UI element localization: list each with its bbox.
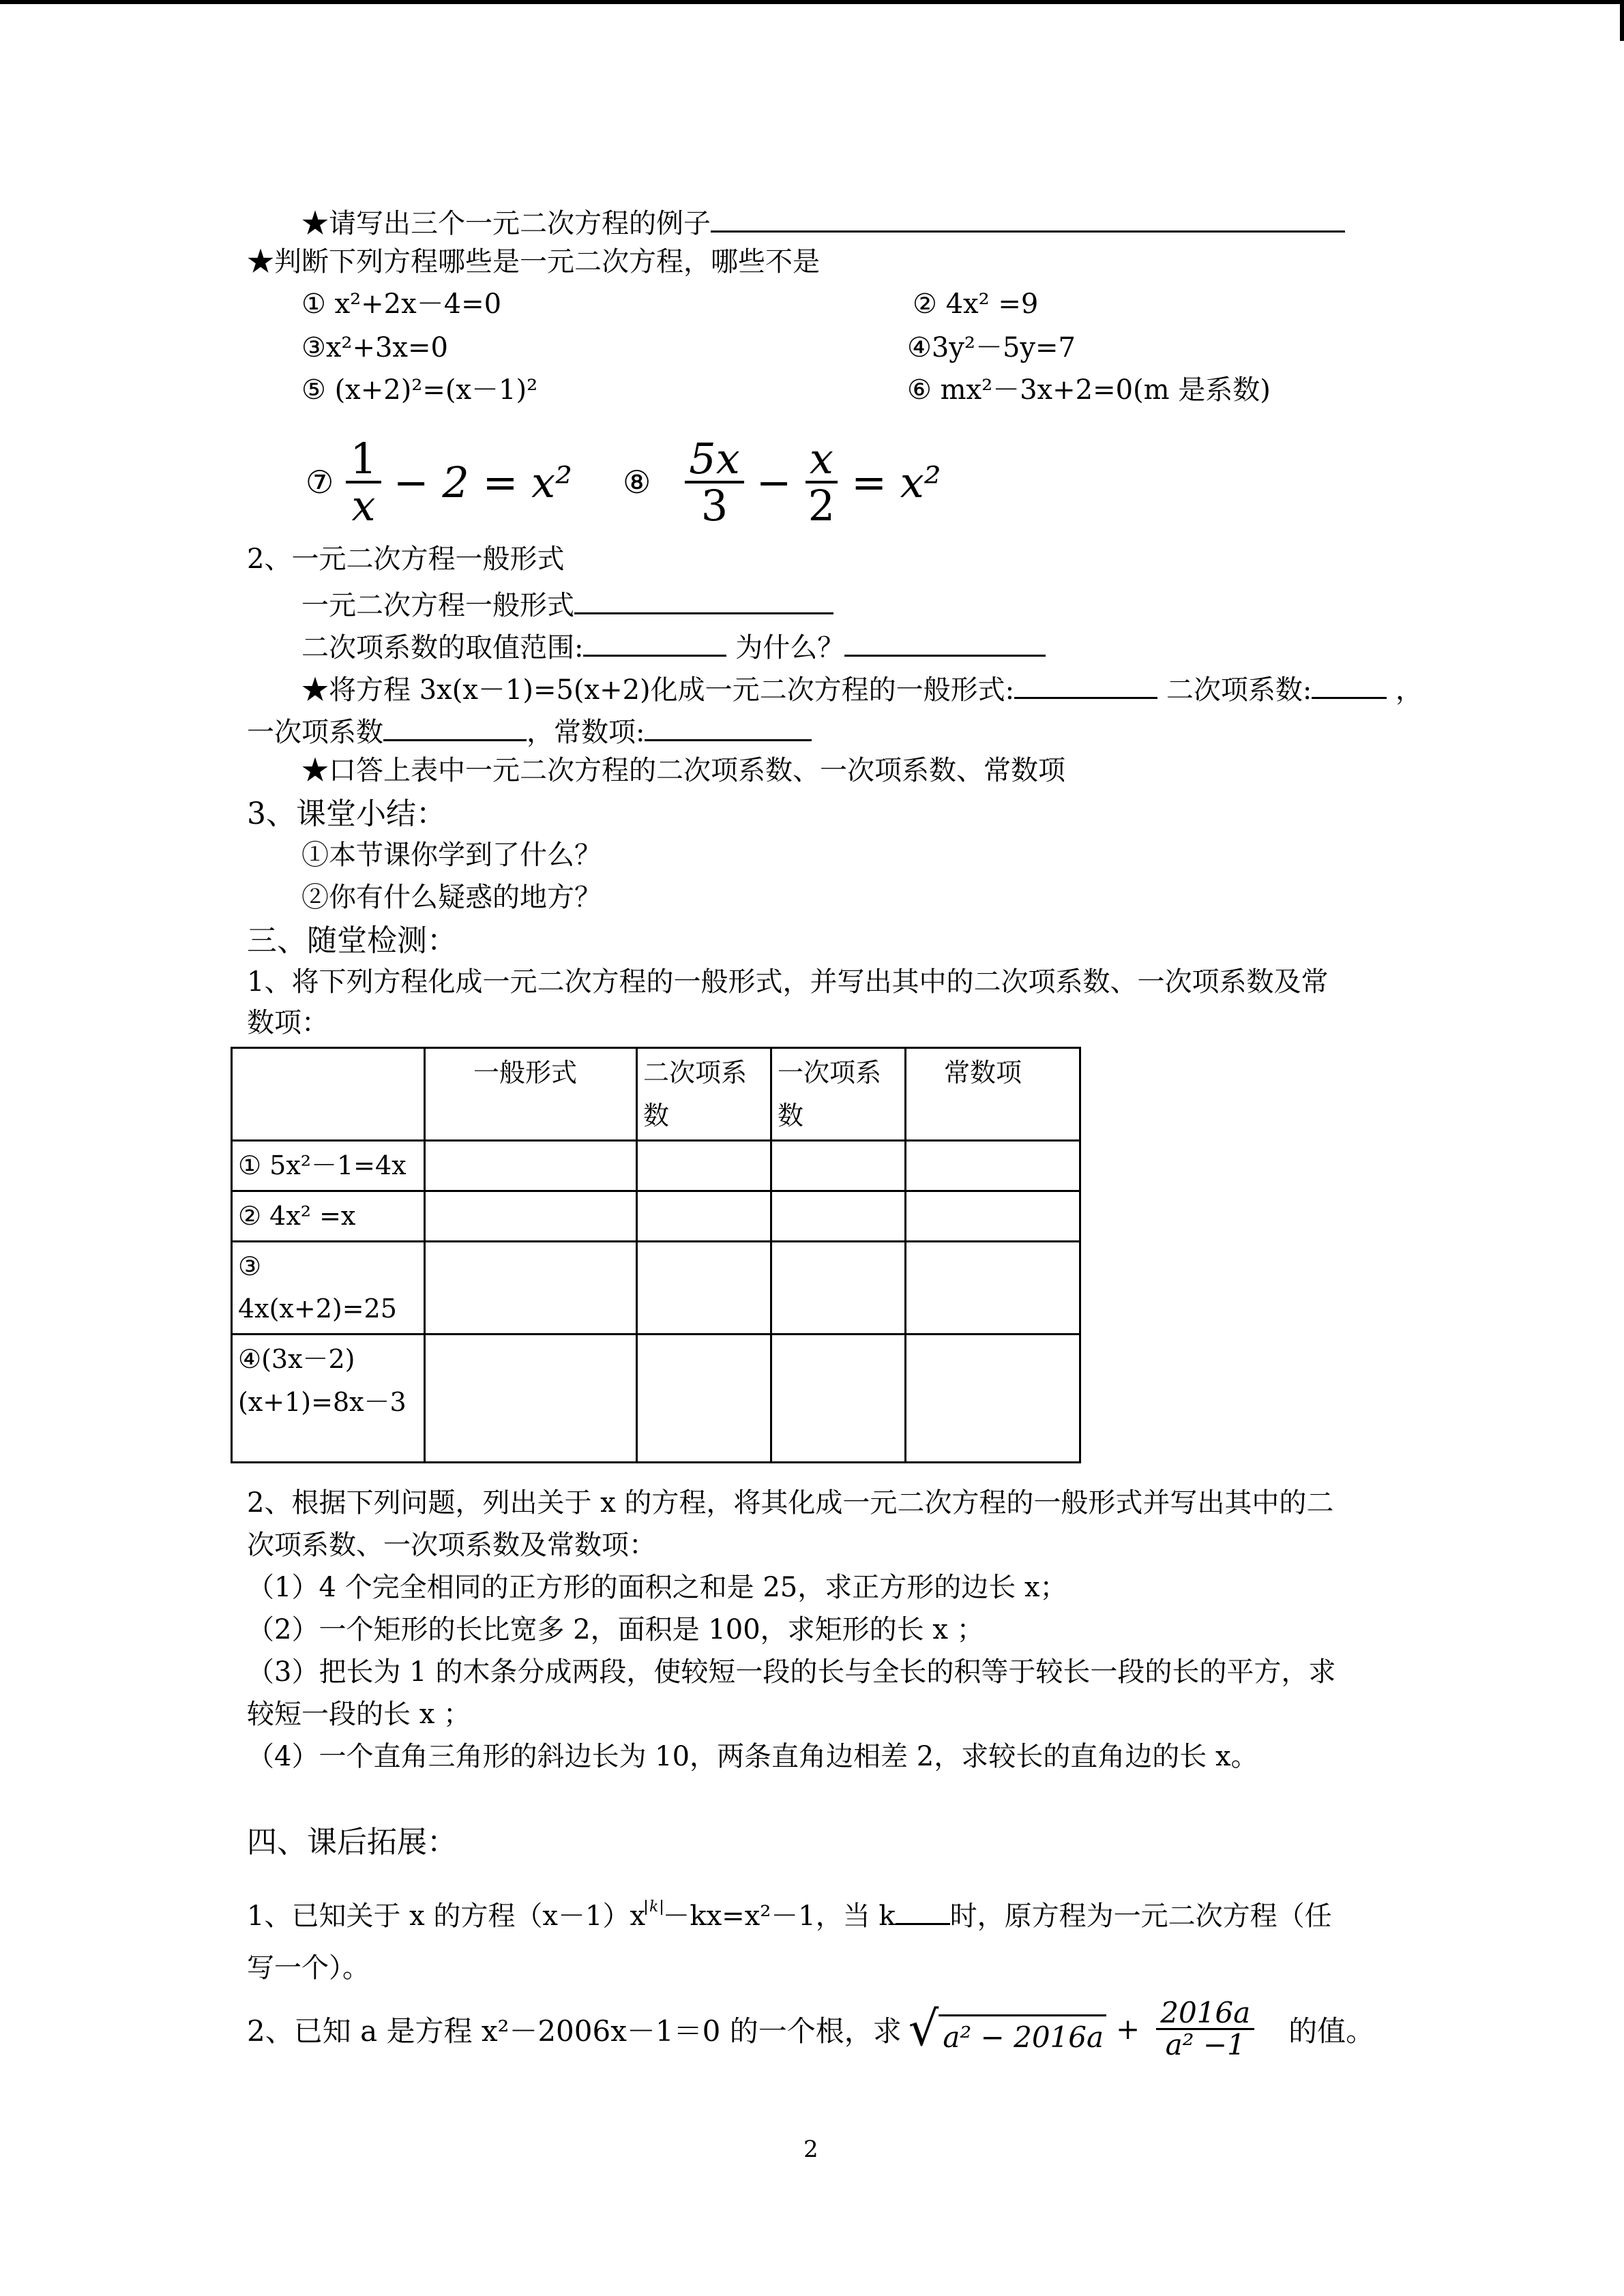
- equation-7: [300, 434, 578, 531]
- table-row: [232, 1141, 1080, 1191]
- radical-sign-icon: √: [908, 2000, 939, 2057]
- table-header-cell: 常数项: [906, 1048, 1080, 1141]
- linear-coef-blank[interactable]: [383, 712, 527, 741]
- equation-8-fraction-1: [685, 434, 743, 531]
- table-cell[interactable]: [637, 1141, 771, 1191]
- extension-p2-part-b: 的值。: [1288, 2014, 1375, 2048]
- fraction-denominator: x: [351, 481, 376, 531]
- comma: ，: [1396, 674, 1423, 706]
- const-label: ，常数项:: [527, 717, 645, 748]
- general-form-label: 一元二次方程一般形式: [301, 590, 574, 621]
- why-blank[interactable]: [844, 627, 1046, 657]
- equation-7-rest: − 2 = x²: [393, 457, 572, 507]
- extension-p1-part-c: 时，原方程为一元二次方程（任: [949, 1900, 1332, 1932]
- table-row: [232, 1191, 1080, 1242]
- problem-3-line2: 较短一段的长 x ；: [247, 1699, 471, 1730]
- fraction-denominator: 2: [808, 481, 836, 531]
- k-blank[interactable]: [896, 1896, 950, 1925]
- fraction-denominator: 3: [700, 481, 728, 531]
- extension-p2: [247, 1998, 1374, 2060]
- table-cell[interactable]: [637, 1191, 771, 1242]
- table-header-row: [232, 1048, 1080, 1141]
- convert-blank[interactable]: [1014, 670, 1157, 699]
- problem-1: （1）4 个完全相同的正方形的面积之和是 25，求正方形的边长 x；: [247, 1572, 1067, 1603]
- equation-6: ⑥ mx²－3x+2=0(m 是系数): [907, 374, 1271, 406]
- equation-2: ② 4x² =9: [913, 288, 1039, 320]
- table-row-equation: ④(3x－2)(x+1)=8x－3: [232, 1335, 425, 1463]
- write-examples-text: ★请写出三个一元二次方程的例子: [301, 208, 711, 239]
- table-cell[interactable]: [425, 1335, 637, 1463]
- extension-p2-part-a: 2、已知 a 是方程 x²－2006x－1＝0 的一个根，求: [247, 2014, 902, 2048]
- range-blank[interactable]: [583, 627, 726, 657]
- table-header-cell: 二次项系数: [637, 1048, 771, 1141]
- table-cell[interactable]: [906, 1191, 1080, 1242]
- equation-8-rest: = x²: [851, 457, 941, 507]
- check-p2-line1: 2、根据下列问题，列出关于 x 的方程，将其化成一元二次方程的一般形式并写出其中的二: [247, 1487, 1334, 1519]
- fraction-numerator: x: [806, 436, 838, 483]
- table-row-equation: ① 5x²－1=4x: [232, 1141, 425, 1191]
- table-header-cell: 一般形式: [425, 1048, 637, 1141]
- table-cell[interactable]: [425, 1141, 637, 1191]
- table-row-equation: ② 4x² =x: [232, 1191, 425, 1242]
- table-cell[interactable]: [425, 1241, 637, 1334]
- page-corner-border: [1620, 0, 1624, 41]
- section2-title: 2、一元二次方程一般形式: [247, 543, 565, 575]
- table-cell[interactable]: [906, 1141, 1080, 1191]
- extension-title: 四、课后拓展：: [247, 1825, 457, 1860]
- check-p2-line2: 次项系数、一次项系数及常数项：: [247, 1530, 656, 1561]
- quad-coef-label: 二次项系数:: [1166, 674, 1312, 706]
- fraction-numerator: 5x: [685, 436, 743, 483]
- general-form-blank[interactable]: [574, 585, 833, 614]
- fraction-numerator: 1: [346, 436, 381, 483]
- linear-coef-label: 一次项系数: [247, 717, 383, 748]
- extension-p1-part-b: －kx=x²－1，当 k: [662, 1900, 896, 1932]
- table-cell[interactable]: [771, 1335, 906, 1463]
- range-line: [301, 627, 1046, 664]
- problem-2: （2）一个矩形的长比宽多 2，面积是 100，求矩形的长 x ；: [247, 1614, 984, 1645]
- summary-question-2: ②你有什么疑惑的地方？: [301, 882, 602, 913]
- equation-8-fraction-2: [804, 434, 839, 531]
- why-label: 为什么？: [735, 632, 845, 664]
- judge-title: ★判断下列方程哪些是一元二次方程，哪些不是: [247, 246, 820, 278]
- page-number: 2: [803, 2136, 818, 2163]
- extension-p1-part-a: 1、已知关于 x 的方程（x－1）x: [247, 1900, 646, 1932]
- table-cell[interactable]: [425, 1191, 637, 1242]
- table-cell[interactable]: [771, 1191, 906, 1242]
- equation-3: ③x²+3x=0: [301, 332, 448, 363]
- minus-sign: −: [756, 457, 792, 507]
- answer-table: [231, 1047, 1081, 1463]
- square-root: [908, 2000, 1106, 2057]
- range-label: 二次项系数的取值范围:: [301, 632, 584, 664]
- equation-5: ⑤ (x+2)²=(x－1)²: [301, 374, 538, 406]
- table-cell[interactable]: [637, 1241, 771, 1334]
- absolute-value-exponent: k: [645, 1900, 662, 1915]
- table-row: [232, 1335, 1080, 1463]
- equation-8: [617, 434, 947, 531]
- table-row-equation: ③ 4x(x+2)=25: [232, 1241, 425, 1334]
- problem-4: （4）一个直角三角形的斜边长为 10，两条直角边相差 2，求较长的直角边的长 x。: [247, 1741, 1258, 1772]
- table-cell[interactable]: [771, 1141, 906, 1191]
- table-cell[interactable]: [906, 1241, 1080, 1334]
- quad-coef-blank[interactable]: [1312, 670, 1387, 699]
- radicand: a² − 2016a: [939, 2014, 1106, 2054]
- equation-7-mark: ⑦: [306, 464, 334, 501]
- coef-line: [247, 712, 812, 749]
- check-p1-line1: 1、将下列方程化成一元二次方程的一般形式，并写出其中的二次项系数、一次项系数及常: [247, 966, 1329, 998]
- check-title: 三、随堂检测：: [247, 923, 457, 958]
- problem-3-line1: （3）把长为 1 的木条分成两段，使较短一段的长与全长的积等于较长一段的长的平方，求: [247, 1656, 1336, 1688]
- equation-4: ④3y²－5y=7: [907, 332, 1076, 363]
- oral-answer-line: ★口答上表中一元二次方程的二次项系数、一次项系数、常数项: [301, 755, 1065, 786]
- fraction-numerator: 2016a: [1156, 1998, 1254, 2030]
- section3-title: 3、课堂小结：: [247, 796, 446, 831]
- general-form-line: [301, 585, 833, 622]
- check-p1-line2: 数项：: [247, 1007, 329, 1039]
- table-cell[interactable]: [771, 1241, 906, 1334]
- table-header-cell: [232, 1048, 425, 1141]
- page-top-border: [0, 0, 1624, 4]
- table-cell[interactable]: [637, 1335, 771, 1463]
- extension-p2-fraction: [1156, 1998, 1254, 2060]
- plus-sign: +: [1116, 2012, 1140, 2046]
- table-cell[interactable]: [906, 1335, 1080, 1463]
- table-row: [232, 1241, 1080, 1334]
- table-header-cell: 一次项系数: [771, 1048, 906, 1141]
- const-blank[interactable]: [645, 712, 812, 741]
- equation-1: ① x²+2x－4=0: [301, 288, 502, 320]
- write-examples-line: [301, 203, 1345, 240]
- answer-blank[interactable]: [711, 203, 1345, 233]
- extension-p1-line1: [247, 1896, 1332, 1933]
- fraction-denominator: a² −1: [1165, 2028, 1245, 2062]
- equation-8-mark: ⑧: [623, 464, 651, 501]
- convert-line: [301, 670, 1423, 706]
- summary-question-1: ①本节课你学到了什么？: [301, 839, 602, 871]
- extension-p1-line2: 写一个）。: [247, 1952, 370, 1984]
- equation-7-fraction: [346, 434, 381, 531]
- convert-label: ★将方程 3x(x－1)=5(x+2)化成一元二次方程的一般形式:: [301, 674, 1015, 706]
